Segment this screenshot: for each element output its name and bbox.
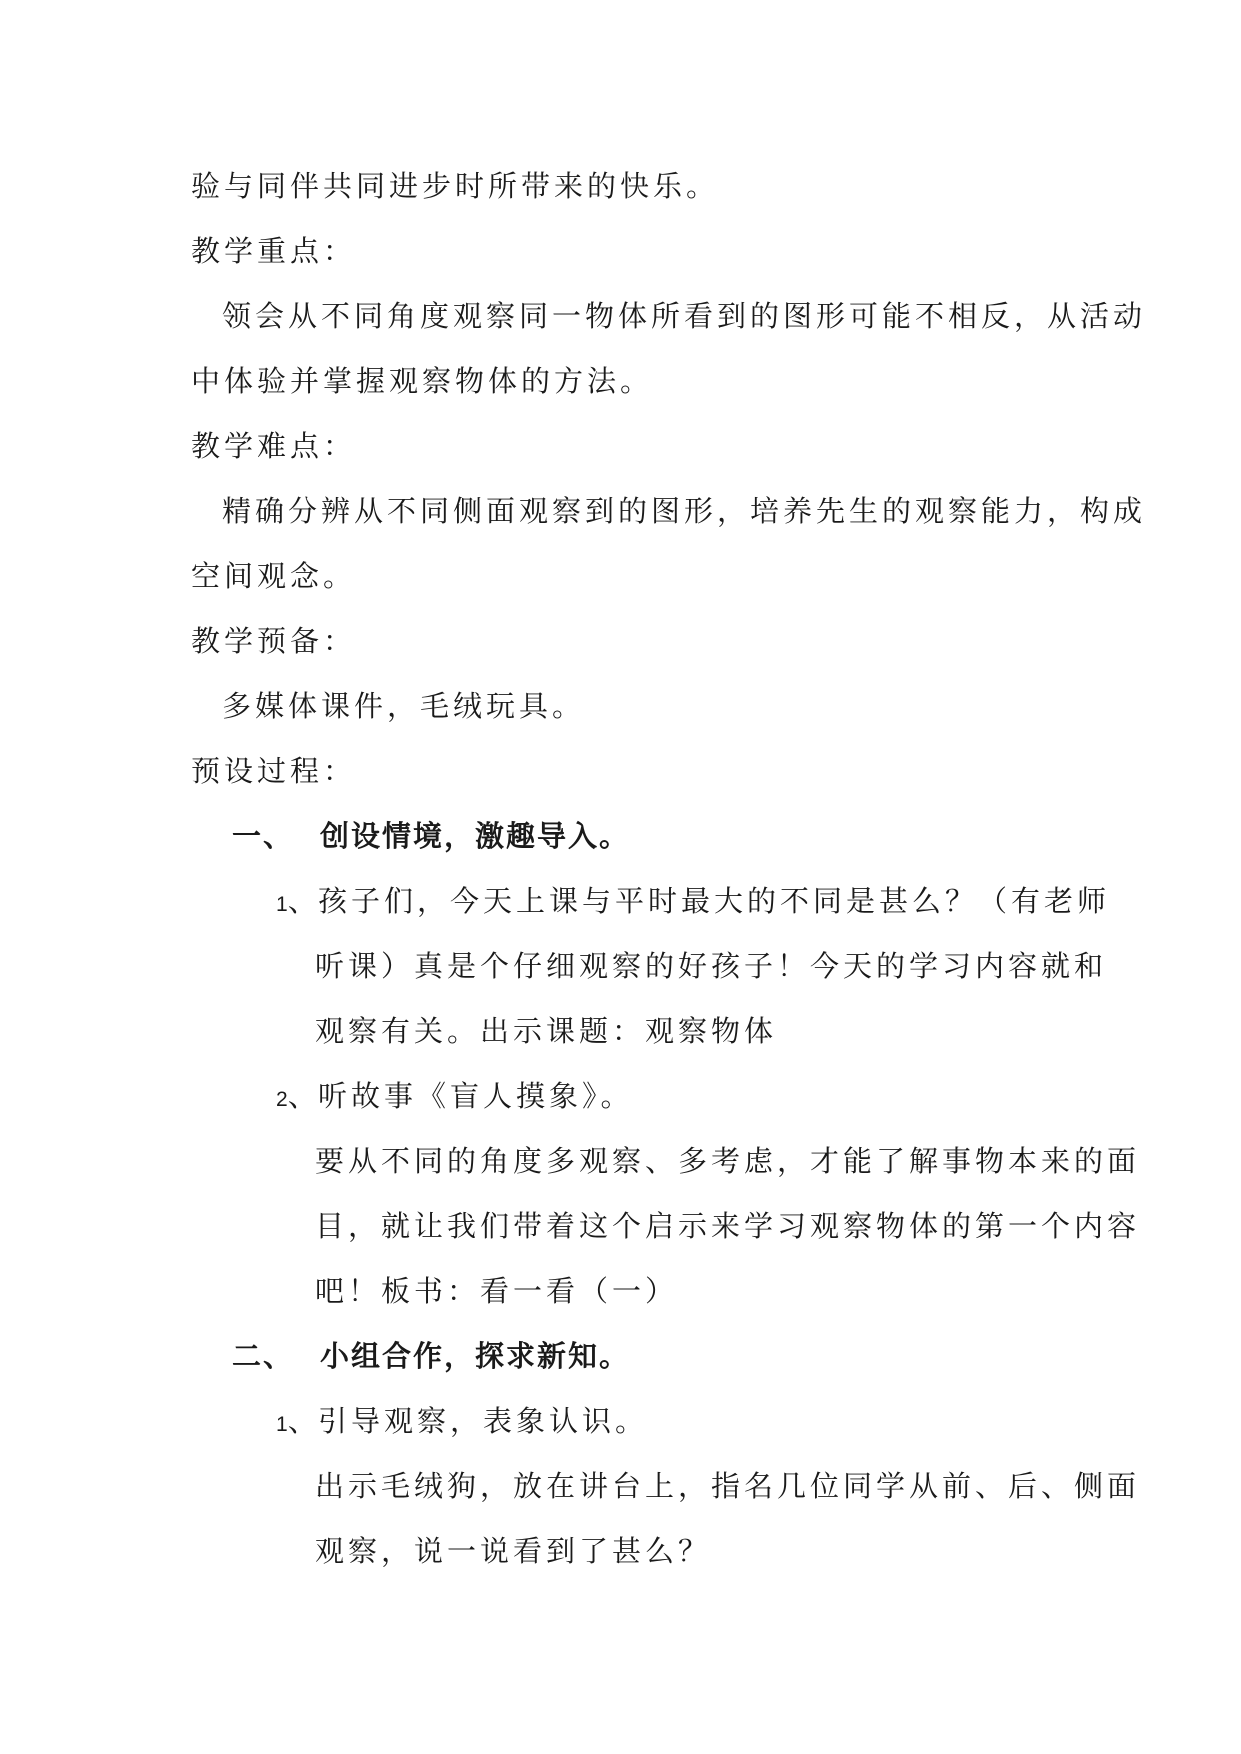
item-num: 1 xyxy=(276,893,288,916)
key-points-text-line2: 中体验并掌握观察物体的方法。 xyxy=(191,364,654,398)
paragraph-line1: 出示毛绒狗，放在讲台上，指名几位同学从前、后、侧面 xyxy=(315,1469,1141,1503)
list-item-number xyxy=(276,1076,321,1120)
item-num: 1 xyxy=(276,1413,288,1436)
list-item-text-line3: 观察有关。出示课题：观察物体 xyxy=(315,1014,778,1048)
preparation-heading: 教学预备： xyxy=(191,624,357,658)
item-sep: 、 xyxy=(287,1079,321,1113)
list-item-number xyxy=(276,1401,321,1445)
paragraph-line2: 目，就让我们带着这个启示来学习观察物体的第一个内容 xyxy=(315,1209,1141,1243)
continuation-text: 验与同伴共同进步时所带来的快乐。 xyxy=(191,169,720,203)
list-item-text-line1: 听故事《盲人摸象》。 xyxy=(318,1079,634,1113)
paragraph-line3: 吧！板书：看一看（一） xyxy=(315,1274,679,1308)
difficult-points-text-line1: 精确分辨从不同侧面观察到的图形，培养先生的观察能力，构成 xyxy=(222,494,1147,528)
list-item-number xyxy=(276,881,321,925)
paragraph-line2: 观察，说一说看到了甚么？ xyxy=(315,1534,712,1568)
process-heading: 预设过程： xyxy=(191,754,357,788)
item-sep: 、 xyxy=(287,884,321,918)
item-sep: 、 xyxy=(287,1404,321,1438)
difficult-points-text-line2: 空间观念。 xyxy=(191,559,357,593)
key-points-text-line1: 领会从不同角度观察同一物体所看到的图形可能不相反，从活动 xyxy=(222,299,1147,333)
difficult-points-heading: 教学难点： xyxy=(191,429,357,463)
section-marker: 一、 xyxy=(232,819,295,853)
preparation-text: 多媒体课件，毛绒玩具。 xyxy=(222,689,586,723)
key-points-heading: 教学重点： xyxy=(191,234,357,268)
section-title: 小组合作，探求新知。 xyxy=(320,1339,631,1373)
list-item-text-line2: 听课）真是个仔细观察的好孩子！今天的学习内容就和 xyxy=(315,949,1108,983)
section-marker: 二、 xyxy=(232,1339,295,1373)
paragraph-line1: 要从不同的角度多观察、多考虑，才能了解事物本来的面 xyxy=(315,1144,1141,1178)
section-title: 创设情境，激趣导入。 xyxy=(320,819,631,853)
list-item-text-line1: 孩子们，今天上课与平时最大的不同是甚么？（有老师 xyxy=(318,884,1111,918)
list-item-text-line1: 引导观察，表象认识。 xyxy=(318,1404,649,1438)
item-num: 2 xyxy=(276,1088,288,1111)
